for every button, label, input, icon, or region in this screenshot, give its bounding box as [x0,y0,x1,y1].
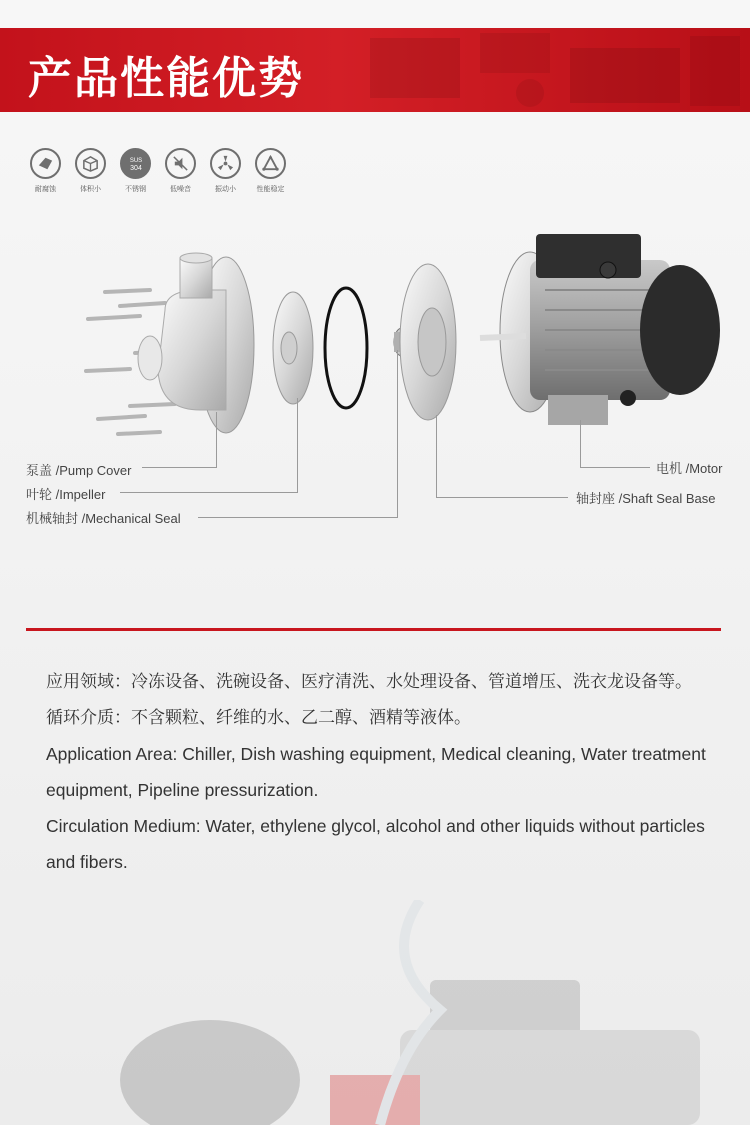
leader-line-pump-cover [142,467,216,468]
callout-mechanical-seal: 机械轴封 /Mechanical Seal [26,511,181,526]
callout-pump-cover: 泵盖 /Pump Cover [26,463,132,478]
leader-line-motor-v [580,420,581,468]
compact-box-icon [75,148,106,179]
feature-low-vibration [208,148,243,194]
feature-label: 性能稳定 [256,185,285,193]
feature-label: 低噪音 [170,185,191,193]
o-ring-part [325,288,367,408]
header-banner [0,28,750,112]
background-pump-image [0,900,750,1125]
section-divider [26,628,721,631]
corrosion-resistant-icon [30,148,61,179]
callout-impeller: 叶轮 /Impeller [26,487,106,502]
sus-badge-bottom: 304 [129,164,142,172]
impeller-part [273,292,313,404]
feature-corrosion [28,148,63,194]
page-title: 产品性能优势 [28,53,304,104]
application-area-en: Application Area: Chiller, Dish washing equipment, Medical cleaning, Water treatment equipment, Pipeline pressurization. [46,744,706,800]
leader-line-shaft-base [436,497,568,498]
feature-label: 不锈钢 [125,185,146,193]
sus-badge-top: SUS [129,157,142,164]
shaft-seal-base-part [400,264,456,420]
leader-line-pump-cover-v [216,412,217,468]
circulation-medium-en: Circulation Medium: Water, ethylene glycol, alcohol and other liquids without particles and fibers. [46,816,705,872]
stable-performance-icon [255,148,286,179]
leader-line-seal [198,517,397,518]
feature-label: 体积小 [80,185,101,193]
feature-stable [253,148,288,194]
callout-motor: 电机 /Motor [656,461,723,476]
application-area-cn: 应用领域：冷冻设备、洗碗设备、医疗清洗、水处理设备、管道增压、洗衣龙设备等。 [46,672,692,692]
leader-line-shaft-base-v [436,415,437,498]
leader-line-seal-v [397,350,398,518]
motor-part [480,234,720,425]
feature-icons-row [28,148,288,194]
feature-label: 耐腐蚀 [35,185,56,193]
low-vibration-icon [210,148,241,179]
low-noise-icon [165,148,196,179]
banner-texture [330,28,750,112]
leader-line-impeller [120,492,297,493]
feature-stainless [118,148,153,194]
feature-compact [73,148,108,194]
feature-low-noise [163,148,198,194]
circulation-medium-cn: 循环介质：不含颗粒、纤维的水、乙二醇、酒精等液体。 [46,708,471,728]
product-description [46,664,714,880]
feature-label: 振动小 [215,185,236,193]
stainless-steel-icon [120,148,151,179]
callout-shaft-seal-base: 轴封座 /Shaft Seal Base [576,491,716,506]
leader-line-motor [580,467,650,468]
leader-line-impeller-v [297,398,298,493]
